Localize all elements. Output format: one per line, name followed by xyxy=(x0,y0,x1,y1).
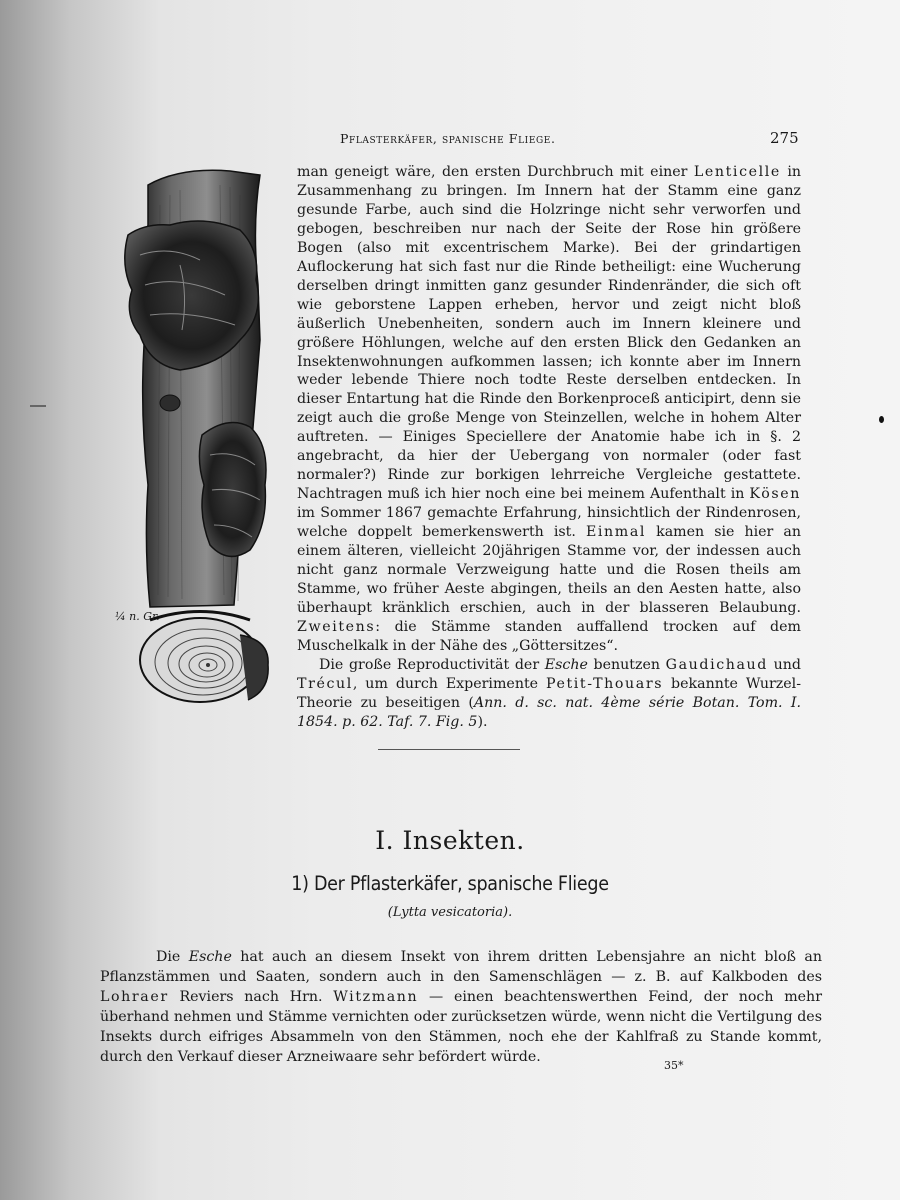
section-divider xyxy=(378,749,520,750)
paragraph-reproductivity: Die große Reproductivität der Esche benutzen Gaudichaud und Trécul, um durch Experimente Petit-Thouars bekannte Wurzel-Theorie zu beseitigen (Ann. d. sc. nat. 4ème série Botan. Tom. I. 1854. p. 62. Taf. 7. Fig. 5). xyxy=(297,656,801,730)
section-title: I. Insekten. xyxy=(375,826,525,855)
signature-mark: 35* xyxy=(664,1059,684,1072)
page-number: 275 xyxy=(770,129,799,147)
margin-ink-dot xyxy=(879,416,884,423)
species-name: (Lytta vesicatoria). xyxy=(387,905,513,920)
scale-note: ¼ n. Gr. xyxy=(115,610,160,623)
trunk-cross-section xyxy=(140,612,268,703)
paragraph-cantharis: Die Esche hat auch an diesem Insekt von ihrem dritten Lebensjahre an nicht bloß an Pflanzstämmen und Saaten, sondern auch in den Samenschlägen — z. B. auf Kalkboden des Lohraer Reviers nach Hrn. Witzmann — einen beachtenswerthen Feind, der noch mehr überhand nehmen und Stämme vernichten oder zurücksetzen würde, wenn nicht die Vertilgung des Insekts durch eifriges Absammeln von den Stämmen, noch ehe der Kahlfraß zu Stande kommt, durch den Verkauf dieser Arzneiwaare sehr befördert würde. xyxy=(100,949,822,1065)
paragraph-rose-description: man geneigt wäre, den ersten Durchbruch mit einer Lenticelle in Zusammenhang zu bringen. Im Innern hat der Stamm eine ganz gesunde Farbe, auch sind die Holzringe nicht sehr verworfen und gebogen, beschreiben nur nach der Seite der Rose hin größere Bogen (also mit excentrischem Marke). Bei der grindartigen Auflockerung hat sich fast nur die Rinde betheiligt: eine Wucherung derselben dringt inmitten ganz gesunder Rindenränder, die sich oft wie geborstene Lappen erheben, hervor und zeigt nicht bloß äußerlich Unebenheiten, sondern auch im Innern kleinere und größere Höhlungen, welche auf den ersten Blick den Gedanken an Insektenwohnungen aufkommen lassen; ich konnte aber im Innern weder lebende Thiere noch todte Reste derselben entdecken. In dieser Entartung hat die Rinde den Borkenproceß anticipirt, denn sie zeigt auch die große Menge von Steinzellen, welche in hohem Alter auftreten. — Einiges Speciellere der Anatomie habe ich in §. 2 angebracht, da hier der Uebergang von normaler (oder fast normaler?) Rinde zur borkigen lehrreiche Vergleiche gestattete. Nachtragen muß ich hier noch eine bei meinem Aufenthalt in Kösen im Sommer 1867 gemachte Erfahrung, hinsichtlich der Rindenrosen, welche doppelt bemerkenswerth ist. Einmal kamen sie hier an einem älteren, vielleicht 20jährigen Stamme vor, der indessen auch nicht ganz normale Verzweigung hatte und die Rosen theils am Stamme, wo früher Aeste abgingen, theils an den Aesten hatte, also überhaupt kränklich erschien, auch in der blasseren Belaubung. Zweitens: die Stämme standen auffallend trocken auf dem Muschelkalk in der Nähe des „Göttersitzes“. xyxy=(297,164,802,654)
ash-trunk-engraving xyxy=(110,165,290,720)
lower-bark-rose xyxy=(199,423,266,557)
running-head: Pflasterkäfer, spanische Fliege. xyxy=(340,131,556,146)
margin-mark xyxy=(30,405,46,407)
top-text-block xyxy=(297,163,801,732)
subsection-title: 1) Der Pflasterkäfer, spanische Fliege xyxy=(291,872,609,895)
